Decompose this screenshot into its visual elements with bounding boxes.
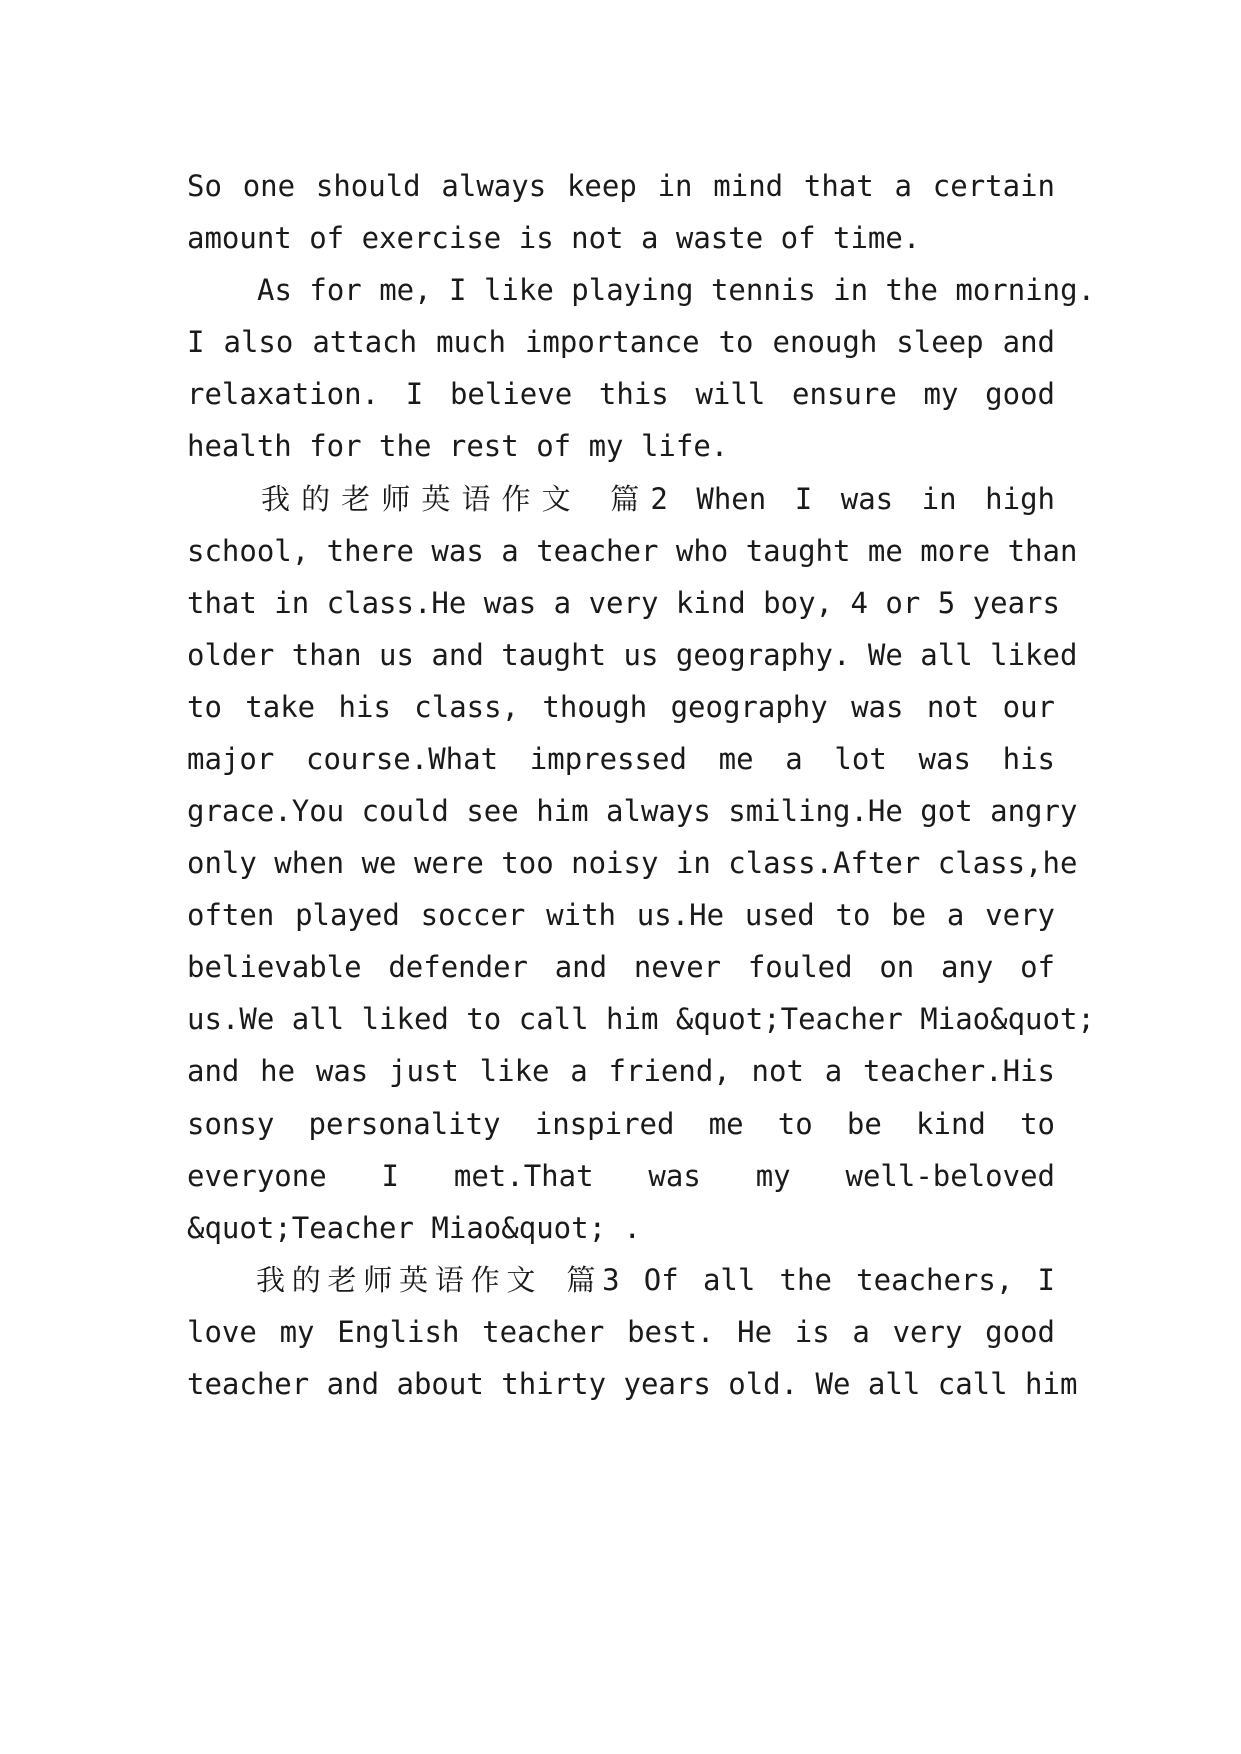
text-line: believable defender and never fouled on any of bbox=[187, 950, 1055, 984]
text-line: often played soccer with us.He used to be a very bbox=[187, 898, 1055, 932]
text-line: us.We all liked to call him &quot;Teacher Miao&quot; bbox=[187, 1002, 1095, 1036]
text-line: and he was just like a friend, not a teacher.His bbox=[187, 1054, 1055, 1088]
text-line: only when we were too noisy in class.After class,he bbox=[187, 846, 1078, 880]
text-line: to take his class, though geography was not our bbox=[187, 690, 1055, 724]
text-line: love my English teacher best. He is a very good bbox=[187, 1315, 1055, 1349]
text-line: As for me, I like playing tennis in the morning. bbox=[257, 273, 1096, 307]
text-line: major course.What impressed me a lot was his bbox=[187, 742, 1055, 776]
text-line: older than us and taught us geography. We all liked bbox=[187, 638, 1078, 672]
text-line: sonsy personality inspired me to be kind to bbox=[187, 1107, 1055, 1141]
text-line: &quot;Teacher Miao&quot; . bbox=[187, 1211, 641, 1245]
text-line: everyone I met.That was my well-beloved bbox=[187, 1159, 1055, 1193]
section-heading-line: 我的老师英语作文 篇3 Of all the teachers, I bbox=[256, 1263, 1055, 1297]
text-line: I also attach much importance to enough sleep and bbox=[187, 325, 1055, 359]
text-line: grace.You could see him always smiling.He got angry bbox=[187, 794, 1078, 828]
text-line: relaxation. I believe this will ensure my good bbox=[187, 377, 1055, 411]
text-line: school, there was a teacher who taught me more than bbox=[187, 534, 1078, 568]
text-line: health for the rest of my life. bbox=[187, 429, 729, 463]
text-line: So one should always keep in mind that a certain bbox=[187, 169, 1055, 203]
text-line: that in class.He was a very kind boy, 4 or 5 years bbox=[187, 586, 1060, 620]
text-line: amount of exercise is not a waste of time. bbox=[187, 221, 921, 255]
text-line: teacher and about thirty years old. We all call him bbox=[187, 1367, 1078, 1401]
section-heading-line: 我的老师英语作文 篇2 When I was in high bbox=[261, 482, 1055, 516]
